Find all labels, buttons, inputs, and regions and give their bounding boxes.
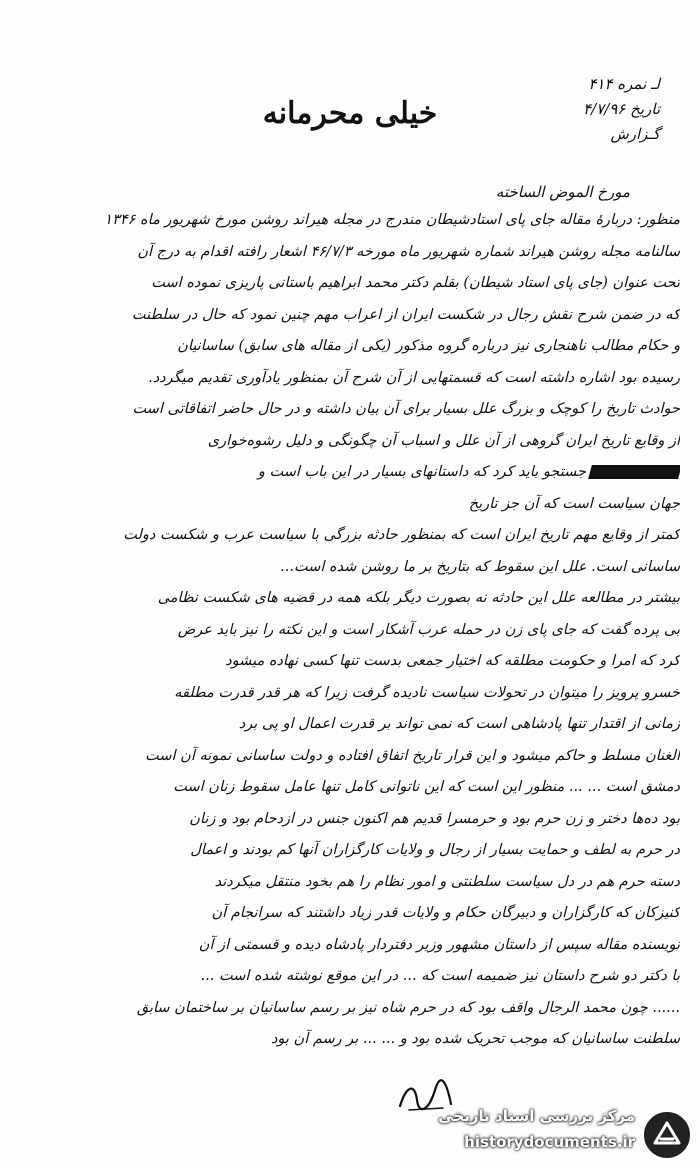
body-line: کمتر از وقایع مهم تاریخ ایران است که بمنظور حادثه بزرگی با سیاست عرب و شکست دولت <box>123 527 680 543</box>
body-line: دسته حرم هم در دل سیاست سلطنتی و امور نظام را هم بخود منتقل میکردند <box>214 873 680 890</box>
body-line: از وقایع تاریخ ایران گروهی از آن علل و اسباب آن چگونگی و دلیل رشوه‌خواری <box>207 432 680 449</box>
reference-number: لـ نمره ۴۱۴ <box>588 75 660 93</box>
body-line: سلطنت ساسانیان که موجب تحریک شده بود و ... ... بر رسم آن بود <box>270 1031 680 1047</box>
body-line: که در ضمن شرح نقش رجال در شکست ایران از اعراب مهم چنین نمود که حال در سلطنت <box>131 306 680 323</box>
archive-name: مرکز بررسی اسناد تاریخی <box>438 1107 635 1125</box>
body-line: بیشتر در مطالعه علل این حادثه نه بصورت دیگر بلکه همه در قضیه های شکست نظامی <box>157 590 680 606</box>
body-line: نویسنده مقاله سپس از داستان مشهور وزیر دفتردار پادشاه دیده و قسمتی از آن <box>198 936 680 953</box>
archive-url[interactable]: historydocuments.ir <box>464 1133 635 1151</box>
reference-block <box>540 72 660 147</box>
document-body <box>18 205 680 1056</box>
body-line: ...... چون محمد الرجال واقف بود که در حرم شاه نیز بر رسم ساسانیان بر ساختمان سابق <box>136 999 680 1016</box>
body-line: منظور: دربارهٔ مقاله جای پای استادشیطان مندرج در مجله هیراند روشن مورخ شهریور ماه ۱۳۴۶ <box>104 212 680 228</box>
body-line: بی پرده گفت که جای پای زن در حمله عرب آشکار است و این نکته را نیز باید عرض <box>177 621 680 638</box>
body-line: حوادث تاریخ را کوچک و بزرگ علل بسیار برای آن بیان داشته و در حال حاضر اتفاقاتی است <box>132 401 680 417</box>
body-line: زمانی از اقتدار تنها پادشاهی است که نمی تواند بر قدرت اعمال او پی برد <box>238 716 680 732</box>
body-line: کنیزکان که کارگزاران و دبیرگان حکام و ولایات قدر زیاد داشتند که سرانجام آن <box>211 905 680 921</box>
archive-watermark[interactable] <box>410 1103 695 1163</box>
body-line: تحت عنوان (جای پای استاد شیطان) بقلم دکتر محمد ابراهیم باستانی پاریزی نموده است <box>151 275 680 291</box>
body-line: در حرم به لطف و حمایت بسیار از رجال و ولایات کارگزاران آنها کم بودند و اعمال <box>190 842 680 858</box>
body-line: بود ده‌ها دختر و زن حرم بود و حرمسرا قدیم هم اکنون جنس در ازدحام بود و زنان <box>189 810 680 827</box>
archive-logo-icon <box>641 1109 693 1161</box>
body-line: جهان سیاست است که آن جز تاریخ <box>468 495 680 512</box>
body-line: ساسانی است. علل این سقوط که بتاریخ بر ما روشن شده است... <box>280 558 680 575</box>
body-line: با دکتر دو شرح داستان نیز ضمیمه است که ... در این موقع نوشته شده است ... <box>200 968 680 984</box>
body-line: و حکام مطالب ناهنجاری نیز درباره گروه مذکور (یکی از مقاله های سابق) ساسانیان <box>177 338 680 354</box>
body-line: رسیده بود اشاره داشته است که قسمتهایی از آن شرح آن بمنظور یادآوری تقدیم میگردد. <box>148 369 680 386</box>
body-line: کرد که امرا و حکومت مطلقه که اختیار جمعی بدست تنها کسی نهاده میشود <box>225 653 680 669</box>
salutation: مورخ الموض الساخته <box>495 183 630 201</box>
strikethrough-mark <box>588 465 680 479</box>
body-line-text: جستجو باید کرد که داستانهای بسیار در این باب است و <box>257 464 586 480</box>
body-line-struck <box>18 457 680 489</box>
body-line: دمشق است ... ... منظور این است که این ناتوانی کامل تنها عامل سقوط زنان است <box>173 779 680 795</box>
reference-type: گـزارش <box>610 125 660 143</box>
reference-date: تاریخ ۴/۷/۹۶ <box>583 100 660 118</box>
document-title: خیلی محرمانه <box>262 96 438 131</box>
body-line: الغنان مسلط و حاکم میشود و این قرار تاریخ اتفاق افتاده و دولت ساسانی نمونه آن است <box>145 747 680 764</box>
body-line: سالنامه مجله روشن هیراند شماره شهریور ماه مورخه ۴۶/۷/۳ اشعار رافته اقدام به درج آن <box>137 243 680 260</box>
body-line: خسرو پرویز را میتوان در تحولات سیاست نادیده گرفت زیرا که هر قدر قدرت مطلقه <box>174 684 680 701</box>
